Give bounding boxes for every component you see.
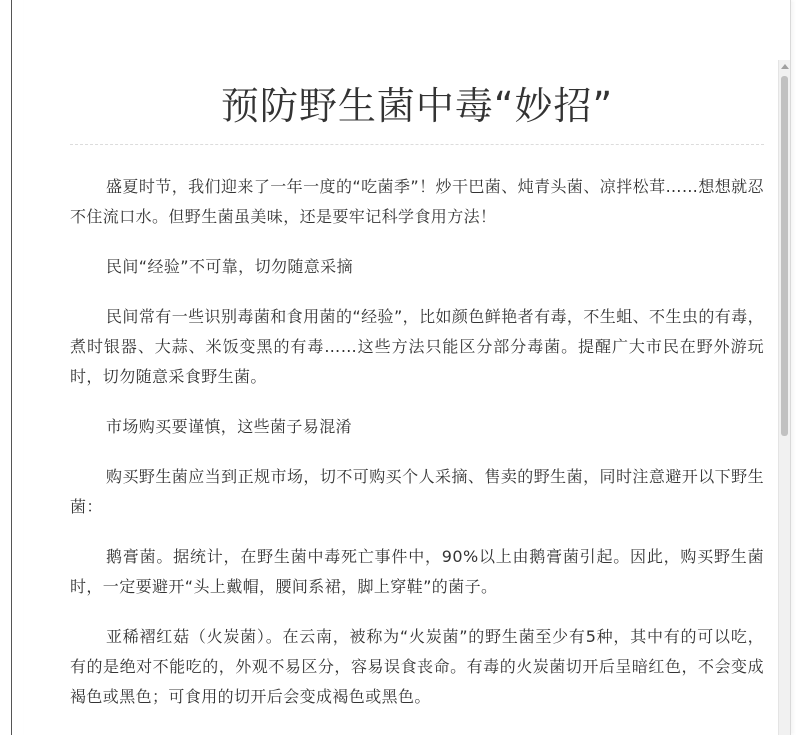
left-border-line [11, 0, 12, 735]
paragraph-folk-experience: 民间常有一些识别毒菌和食用菌的“经验”，比如颜色鲜艳者有毒，不生蛆、不生虫的有毒，煮时银器、大蒜、米饭变黑的有毒……这些方法只能区分部分毒菌。提醒广大市民在野外游玩时，切勿随意采食野生菌。 [70, 307, 764, 386]
scroll-up-arrow-icon[interactable] [781, 64, 789, 69]
paragraph-market-purchase: 购买野生菌应当到正规市场，切不可购买个人采摘、售卖的野生菌，同时注意避开以下野生菌： [70, 467, 764, 516]
document-page [24, 0, 791, 735]
scrollbar-thumb[interactable] [781, 76, 788, 436]
article [70, 0, 764, 732]
subheading-folk-experience: 民间“经验”不可靠，切勿随意采摘 [106, 257, 353, 276]
article-body [70, 145, 764, 712]
subheading-market-purchase: 市场购买要谨慎，这些菌子易混淆 [106, 417, 353, 436]
vertical-scrollbar[interactable] [778, 60, 790, 735]
paragraph-amanita: 鹅膏菌。据统计，在野生菌中毒死亡事件中，90%以上由鹅膏菌引起。因此，购买野生菌时，一定要避开“头上戴帽，腰间系裙，脚上穿鞋”的菌子。 [70, 547, 764, 596]
paragraph-intro: 盛夏时节，我们迎来了一年一度的“吃菌季”！炒干巴菌、炖青头菌、凉拌松茸……想想就忍不住流口水。但野生菌虽美味，还是要牢记科学食用方法！ [70, 177, 764, 226]
paragraph-russula: 亚稀褶红菇（火炭菌）。在云南，被称为“火炭菌”的野生菌至少有5种，其中有的可以吃，有的是绝对不能吃的，外观不易区分，容易误食丧命。有毒的火炭菌切开后呈暗红色，不会变成褐色或黑色；可食用的切开后会变成褐色或黑色。 [70, 627, 764, 706]
article-title: 预防野生菌中毒“妙招” [220, 84, 614, 128]
